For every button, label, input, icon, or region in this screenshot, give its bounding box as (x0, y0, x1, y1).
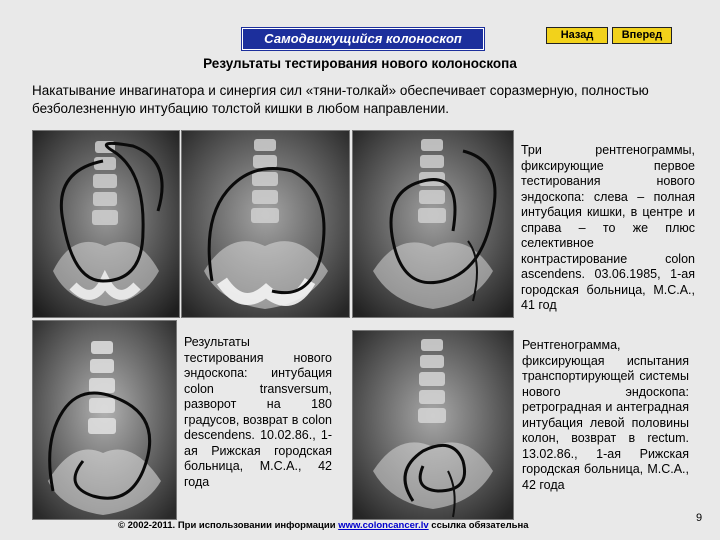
forward-button[interactable]: Вперед (612, 27, 672, 44)
section-heading: Результаты тестирования нового колоноскопа (203, 56, 517, 71)
caption-three-xrays: Три рентгенограммы, фиксирующие первое тестирования нового эндоскопа: слева – полная интубация кишки, в центре и справа – то же плюс селективное контрастирование colon ascendens. 03.06.1985, 1-ая городская больница, М.С.А., 41 год (521, 143, 695, 312)
xray-image-contrast-center (181, 130, 350, 318)
page-number: 9 (696, 512, 703, 524)
xray-image-contrast-right (352, 130, 514, 318)
caption-transversum: Результаты тестирования нового эндоскопа: интубация colon transversum, разворот на 180 градусов, возврат в colon descendens. 10.02.86., 1-ая Рижская городская больница, М.С.А., 42 года (184, 335, 332, 489)
copyright-text: © 2002-2011. При использовании информации (118, 520, 336, 531)
site-link[interactable]: www.coloncancer.lv (338, 520, 429, 531)
caption-transport-system: Рентгенограмма, фиксирующая испытания транспортирующей системы нового эндоскопа: ретроградная и антеградная интубация левой половины колон, возврат в rectum. 13.02.86., 1-ая Рижская городская больница, М.С.А., 42 года (522, 338, 689, 492)
xray-image-transversum (32, 320, 177, 520)
intro-paragraph: Накатывание инвагинатора и синергия сил «тяни-толкай» обеспечивает соразмерную, полностью безболезненную интубацию толстой кишки в любом направлении. (32, 83, 649, 116)
footer-suffix: ссылка обязательна (431, 520, 529, 531)
slide-title: Самодвижущийся колоноскоп (242, 28, 484, 50)
xray-image-full-intubation (32, 130, 180, 318)
back-button[interactable]: Назад (546, 27, 608, 44)
xray-image-transport-system (352, 330, 514, 520)
footer (118, 520, 638, 531)
